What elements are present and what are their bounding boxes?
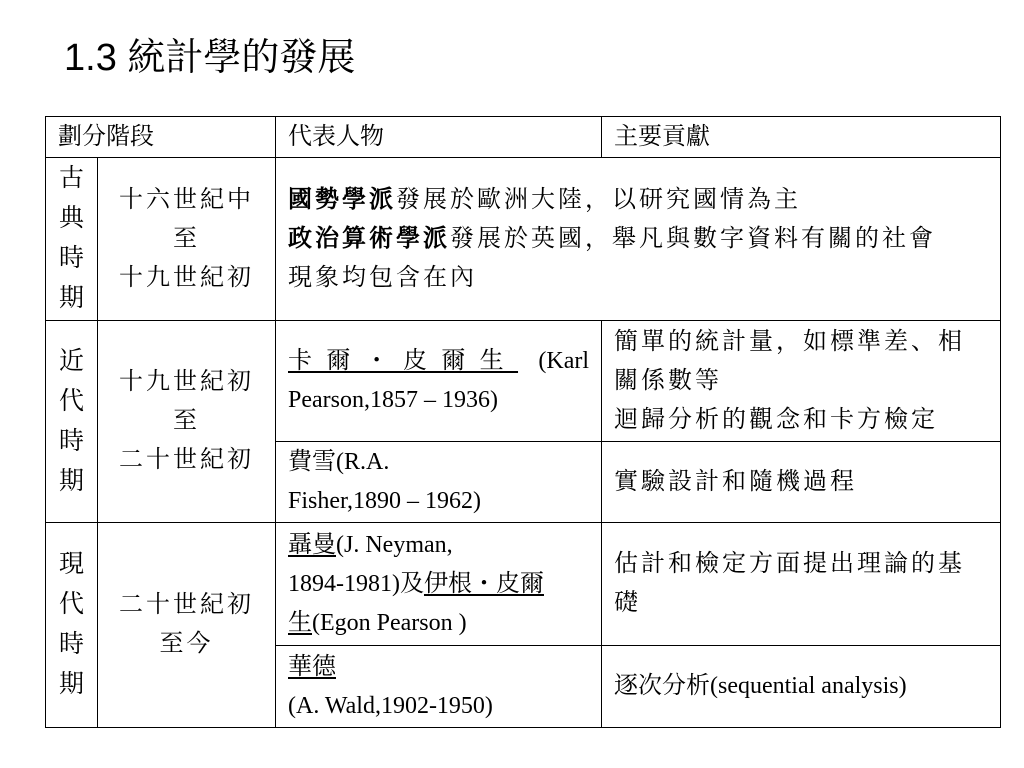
contribution-line: 簡單的統計量，如標準差、相	[614, 328, 965, 355]
person-cell	[276, 321, 602, 442]
contribution-cell	[602, 523, 1001, 646]
contribution-line: 礎	[614, 590, 641, 616]
person-text: 1894-1981)及	[288, 570, 424, 597]
period-cell	[46, 158, 98, 321]
person-text: (A. Wald,1902-1950)	[288, 692, 493, 719]
era-span-cell	[98, 523, 276, 728]
note-line	[288, 220, 988, 259]
era-span-line: 二十世紀初	[119, 592, 254, 618]
contribution-cell	[602, 321, 1001, 442]
period-label: 近代時期	[58, 347, 84, 495]
era-span-line: 十九世紀初	[119, 264, 254, 291]
person-line	[288, 604, 589, 643]
person-cell	[276, 646, 602, 728]
era-span-line: 至	[173, 225, 200, 252]
header-row	[46, 117, 1001, 158]
contribution-line: 估計和檢定方面提出理論的基	[614, 551, 965, 577]
person-cell	[276, 442, 602, 523]
person-line	[288, 565, 589, 604]
period-label: 古典時期	[58, 165, 84, 312]
person-line	[288, 381, 589, 420]
contribution-cell	[602, 646, 1001, 728]
table-row-early-modern-1	[46, 321, 1001, 442]
contribution-line: 關係數等	[614, 367, 722, 394]
contribution-line: 迴歸分析的觀念和卡方檢定	[614, 406, 938, 433]
note-line	[288, 181, 988, 220]
era-span-line: 十九世紀初	[119, 369, 254, 395]
header-person: 代表人物	[276, 117, 602, 158]
note-text: 現象均包含在內	[288, 264, 477, 291]
person-text: Pearson,1857 – 1936)	[288, 387, 498, 413]
person-name: 卡爾・皮爾生	[288, 348, 519, 374]
slide-title: 1.3 統計學的發展	[64, 37, 356, 79]
era-span-cell	[98, 321, 276, 523]
period-label: 現代時期	[58, 551, 84, 698]
person-text: (Karl	[518, 348, 590, 374]
contribution-line: 實驗設計和隨機過程	[614, 468, 857, 495]
person-text: 費雪(R.A.	[288, 449, 390, 475]
era-span-line: 二十世紀初	[119, 447, 254, 473]
school-term: 國勢學派	[288, 186, 396, 213]
table-row-classical	[46, 158, 1001, 321]
era-span-line: 至	[173, 408, 200, 434]
period-cell	[46, 523, 98, 728]
person-name: 生	[288, 609, 312, 636]
person-text: (Egon Pearson )	[312, 609, 467, 636]
note-line	[288, 259, 988, 298]
person-name: 聶曼	[288, 531, 336, 558]
note-text: 發展於英國，舉凡與數字資料有關的社會	[450, 225, 936, 252]
person-line	[288, 342, 589, 381]
header-contribution: 主要貢獻	[602, 117, 1001, 158]
table-row-contemporary-1	[46, 523, 1001, 646]
era-span-line: 至今	[159, 631, 214, 657]
contribution-cell	[602, 442, 1001, 523]
header-stage: 劃分階段	[46, 117, 276, 158]
contribution-line: 逐次分析(sequential analysis)	[614, 673, 907, 699]
classical-note-cell	[276, 158, 1001, 321]
period-cell	[46, 321, 98, 523]
school-term: 政治算術學派	[288, 225, 450, 252]
person-line	[288, 526, 589, 565]
person-text: (J. Neyman,	[336, 531, 453, 558]
note-text: 發展於歐洲大陸，以研究國情為主	[396, 186, 801, 213]
person-text: Fisher,1890 – 1962)	[288, 488, 482, 514]
person-name: 華德	[288, 653, 336, 680]
era-span-cell	[98, 158, 276, 321]
person-name: 伊根・皮爾	[423, 570, 544, 597]
era-span-line: 十六世紀中	[119, 186, 254, 213]
person-cell	[276, 523, 602, 646]
statistics-history-table	[45, 116, 1001, 728]
